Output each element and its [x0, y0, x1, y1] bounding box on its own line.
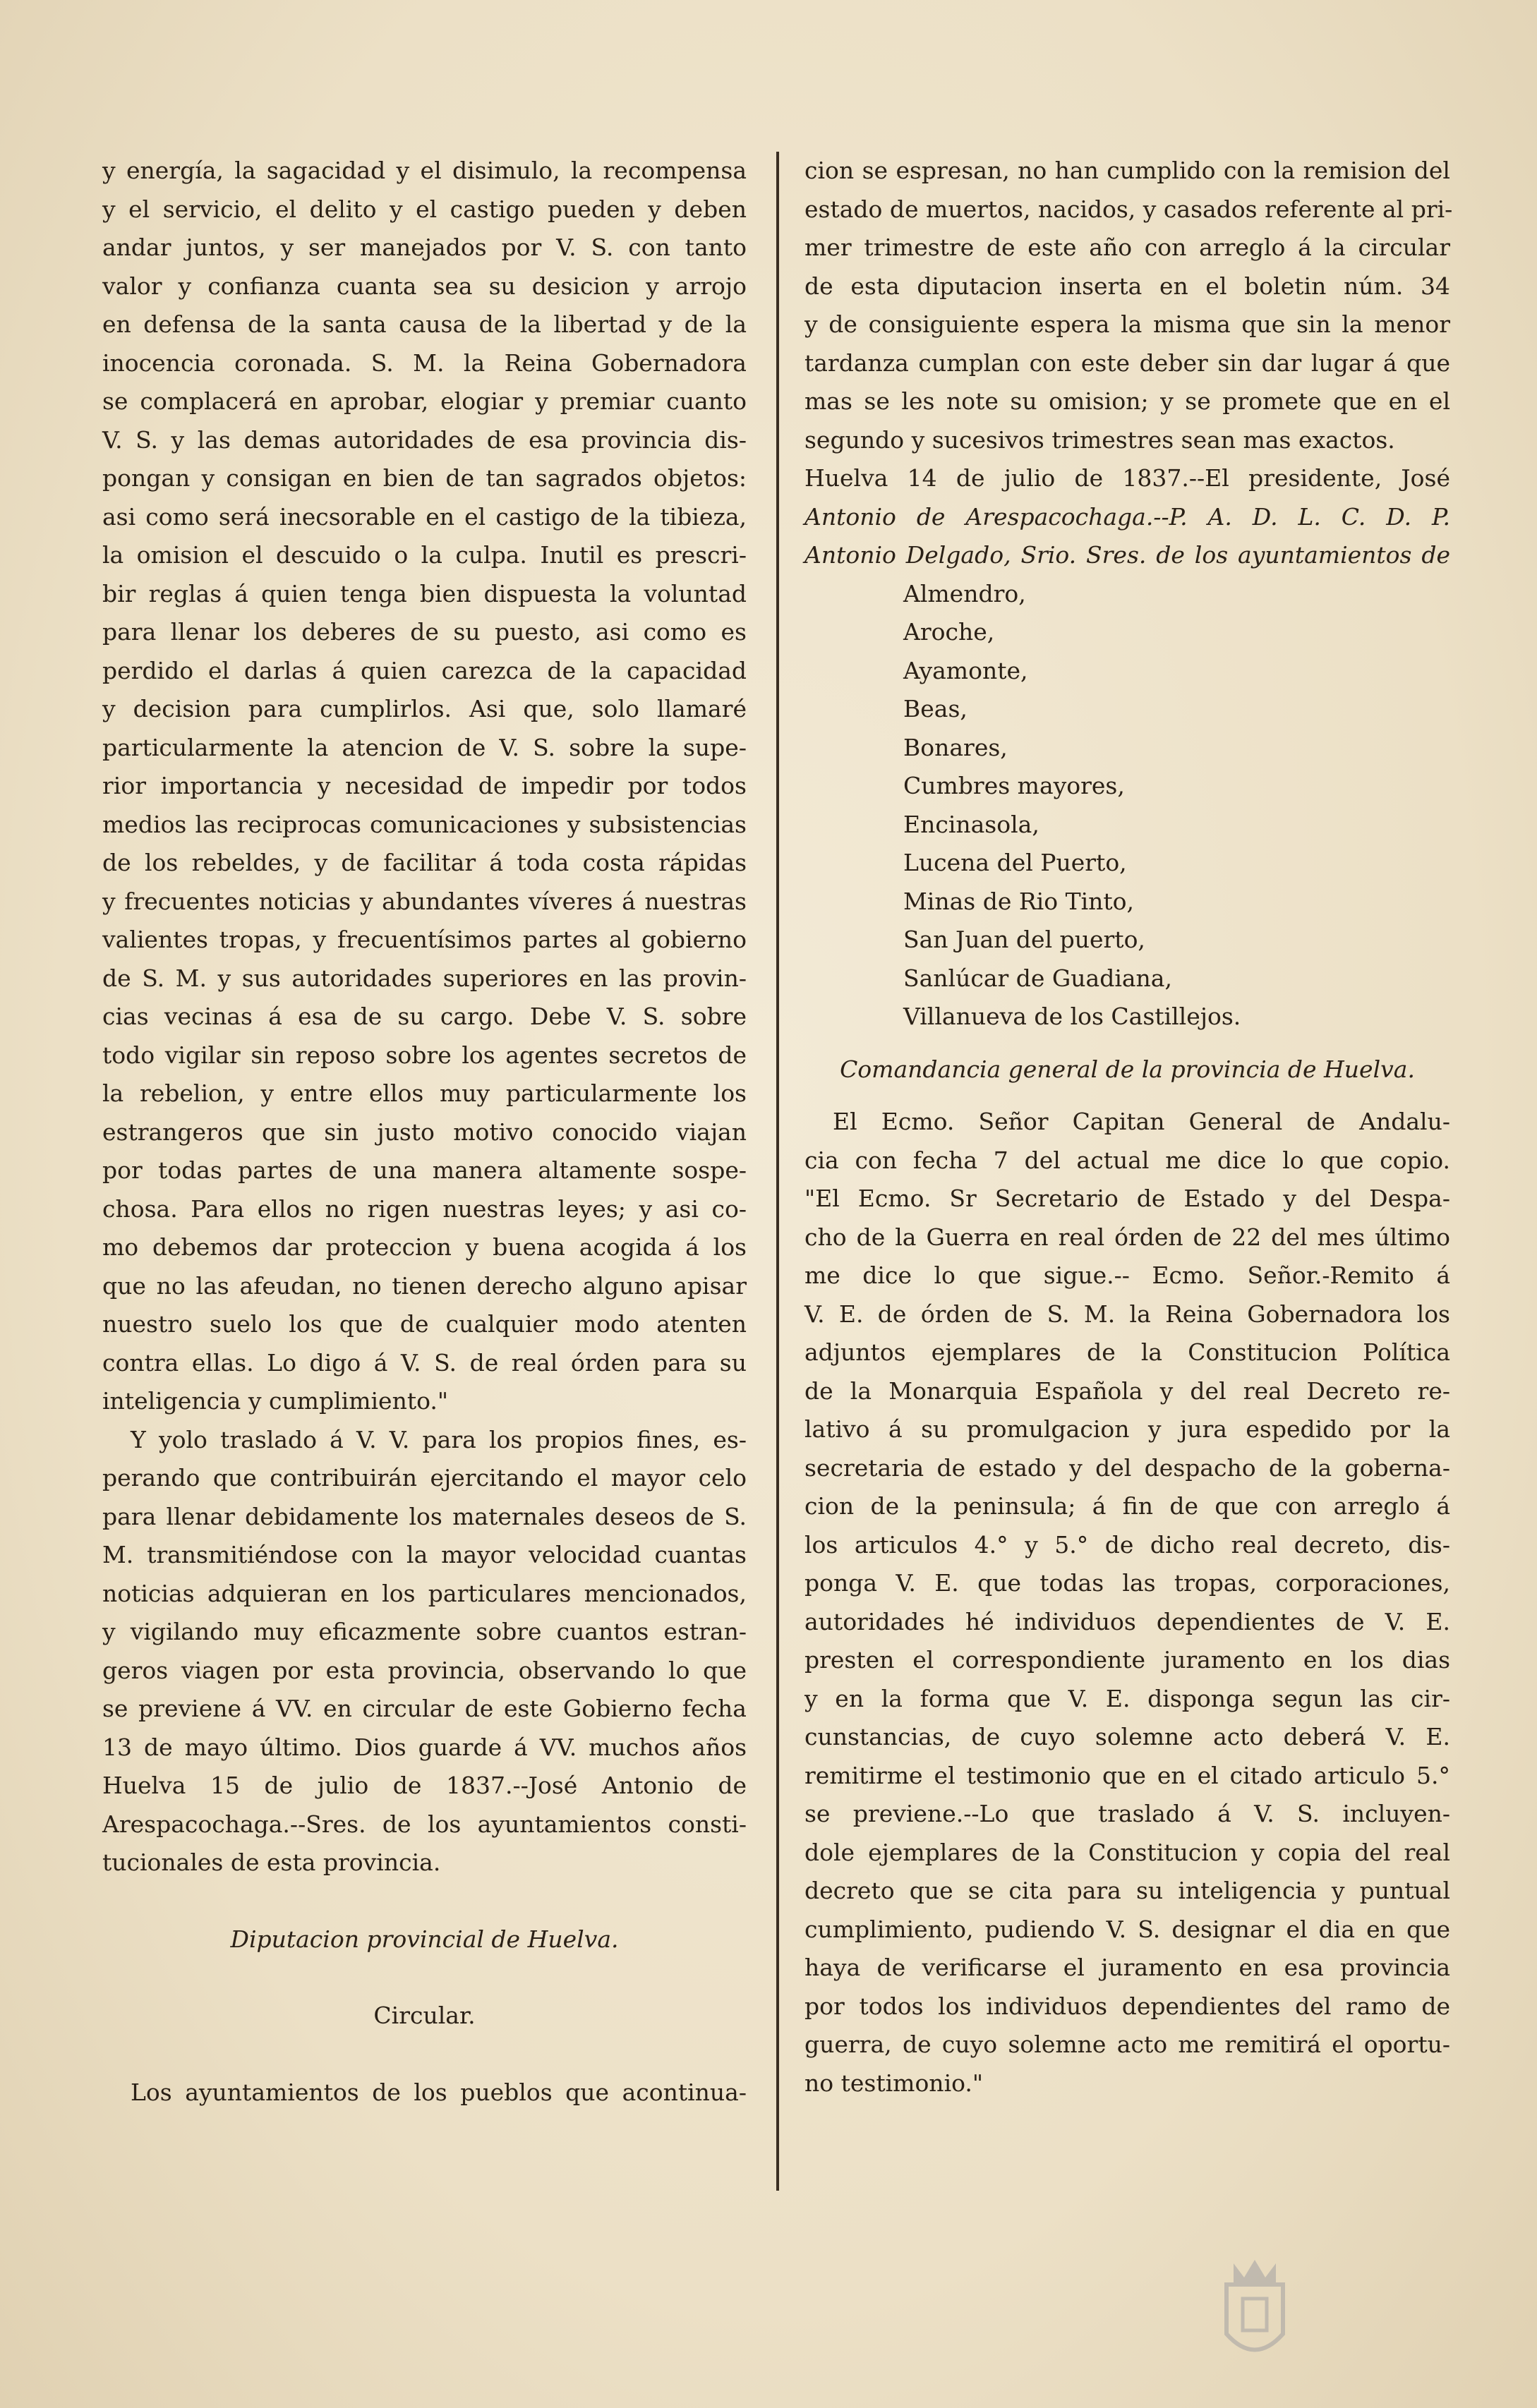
text-line: haya de verificarse el juramento en esa provincia [804, 1954, 1450, 1981]
text-line: y vigilando muy eficazmente sobre cuantos estran- [102, 1618, 747, 1645]
text-line: de la Monarquia Española y del real Decreto re- [804, 1377, 1450, 1405]
text-line: para llenar los deberes de su puesto, asi como es [102, 618, 747, 646]
text-line: particularmente la atencion de V. S. sobre la supe- [102, 733, 747, 761]
text-line: andar juntos, y ser manejados por V. S. con tanto [102, 234, 747, 261]
text-line: perdido el darlas á quien carezca de la capacidad [102, 656, 747, 684]
text-line: 13 de mayo último. Dios guarde á VV. muchos años [102, 1733, 747, 1761]
text-line: no testimonio." [804, 2069, 984, 2097]
column-divider [776, 152, 779, 2191]
text-line: cia con fecha 7 del actual me dice lo que copio. [804, 1146, 1450, 1174]
text-line: inteligencia y cumplimiento." [102, 1387, 449, 1415]
text-line: mas se les note su omision; y se promete que en el [804, 387, 1450, 415]
text-line: chosa. Para ellos no rigen nuestras leyes; y asi co- [102, 1194, 747, 1223]
text-line: tardanza cumplan con este deber sin dar lugar á que [804, 349, 1450, 377]
text-line: para llenar debidamente los maternales deseos de S. [102, 1502, 747, 1530]
text-line: estrangeros que sin justo motivo conocido viajan [102, 1118, 747, 1146]
town-list-item: Sanlúcar de Guadiana, [903, 964, 1172, 992]
text-line: adjuntos ejemplares de la Constitucion Política [804, 1338, 1450, 1366]
text-line: valor y confianza cuanta sea su desicion y arrojo [102, 272, 747, 300]
text-line: secretaria de estado y del despacho de la goberna- [804, 1453, 1450, 1482]
text-line: y de consiguiente espera la misma que sin la menor [804, 310, 1450, 338]
heading-diputacion: Diputacion provincial de Huelva. [230, 1925, 619, 1953]
text-line: que no las afeudan, no tienen derecho alguno apisar [102, 1271, 747, 1300]
town-list-item: Almendro, [903, 579, 1026, 607]
text-line: y decision para cumplirlos. Asi que, solo llamaré [102, 695, 747, 722]
text-line: mo debemos dar proteccion y buena acogida á los [102, 1233, 747, 1261]
text-line: por todas partes de una manera altamente sospe- [102, 1156, 747, 1184]
text-line: me dice lo que sigue.-- Ecmo. Señor.-Remito á [804, 1262, 1450, 1289]
text-line: tucionales de esta provincia. [102, 1849, 441, 1876]
text-line: Huelva 14 de julio de 1837.--El presidente, José [804, 464, 1450, 492]
text-line: decreto que se cita para su inteligencia y puntual [804, 1877, 1450, 1904]
text-line: se previene á VV. en circular de este Gobierno fecha [102, 1695, 747, 1722]
text-line: Y yolo traslado á V. V. para los propios fines, es- [131, 1425, 747, 1453]
text-line: asi como será inecsorable en el castigo de la tibieza, [102, 502, 747, 531]
text-line: M. transmitiéndose con la mayor velocidad cuantas [102, 1541, 747, 1568]
town-list-item: Beas, [903, 695, 968, 722]
text-line: mer trimestre de este año con arreglo á la circular [804, 234, 1450, 261]
text-line: la omision el descuido o la culpa. Inutil es prescri- [102, 541, 747, 569]
text-line: ponga V. E. que todas las tropas, corporaciones, [804, 1569, 1450, 1597]
town-list-item: Minas de Rio Tinto, [903, 887, 1135, 915]
text-line: y frecuentes noticias y abundantes víveres á nuestras [102, 887, 747, 915]
text-line: autoridades hé individuos dependientes de V. E. [804, 1607, 1450, 1635]
heading-comandancia: Comandancia general de la provincia de Huelva. [840, 1055, 1415, 1083]
text-line: El Ecmo. Señor Capitan General de Andalu- [833, 1108, 1450, 1135]
text-line: de los rebeldes, y de facilitar á toda costa rápidas [102, 849, 747, 876]
town-list-item: Cumbres mayores, [903, 772, 1125, 799]
text-line: cion se espresan, no han cumplido con la remision del [804, 157, 1450, 184]
text-line: rior importancia y necesidad de impedir por todos [102, 772, 747, 799]
text-line: segundo y sucesivos trimestres sean mas exactos. [804, 425, 1395, 454]
text-line: Huelva 15 de julio de 1837.--José Antonio de [102, 1772, 747, 1799]
text-line: la rebelion, y entre ellos muy particularmente los [102, 1079, 747, 1107]
text-line: cias vecinas á esa de su cargo. Debe V. S. sobre [102, 1003, 747, 1030]
text-line: por todos los individuos dependientes del ramo de [804, 1992, 1450, 2020]
text-line: medios las reciprocas comunicaciones y subsistencias [102, 810, 747, 838]
text-line: y en la forma que V. E. disponga segun las cir- [804, 1684, 1450, 1712]
town-list-item: Bonares, [903, 733, 1008, 761]
text-line: contra ellas. Lo digo á V. S. de real órden para su [102, 1348, 747, 1377]
text-line: de S. M. y sus autoridades superiores en las provin- [102, 964, 747, 992]
text-line: "El Ecmo. Sr Secretario de Estado y del Despa- [804, 1185, 1450, 1212]
text-line: remitirme el testimonio que en el citado articulo 5.° [804, 1761, 1450, 1789]
heading-circular: Circular. [373, 2002, 476, 2029]
text-line: Arespacochaga.--Sres. de los ayuntamientos consti- [102, 1810, 747, 1838]
text-line: se complacerá en aprobar, elogiar y premiar cuanto [102, 387, 747, 415]
text-line: en defensa de la santa causa de la libertad y de la [102, 310, 747, 338]
text-line: cumplimiento, pudiendo V. S. designar el dia en que [804, 1915, 1450, 1943]
crest-icon [1216, 2249, 1294, 2369]
text-line: valientes tropas, y frecuentísimos partes al gobierno [102, 926, 747, 953]
text-line: pongan y consigan en bien de tan sagrados objetos: [102, 464, 747, 492]
text-line: Los ayuntamientos de los pueblos que acontinua- [131, 2078, 747, 2106]
text-line: y el servicio, el delito y el castigo pueden y deben [102, 195, 747, 223]
text-line: de esta diputacion inserta en el boletin núm. 34 [804, 272, 1450, 300]
text-line: y energía, la sagacidad y el disimulo, la recompensa [102, 157, 747, 184]
text-line: guerra, de cuyo solemne acto me remitirá el oportu- [804, 2031, 1450, 2058]
town-list-item: Aroche, [903, 618, 995, 646]
text-line: nuestro suelo los que de cualquier modo atenten [102, 1310, 747, 1338]
text-line: lativo á su promulgacion y jura espedido por la [804, 1415, 1450, 1443]
town-list-item: Villanueva de los Castillejos. [903, 1003, 1241, 1030]
town-list-item: Lucena del Puerto, [903, 849, 1127, 876]
left-column [102, 152, 747, 2112]
text-line: geros viagen por esta provincia, observando lo que [102, 1656, 747, 1684]
town-list-item: Ayamonte, [903, 656, 1028, 684]
text-line: se previene.--Lo que traslado á V. S. incluyen- [804, 1800, 1450, 1827]
text-line: Antonio Delgado, Srio. Sres. de los ayuntamientos de [804, 541, 1450, 569]
text-line: cho de la Guerra en real órden de 22 del mes último [804, 1223, 1450, 1251]
text-line: los articulos 4.° y 5.° de dicho real decreto, dis- [804, 1530, 1450, 1559]
text-line: noticias adquieran en los particulares mencionados, [102, 1579, 747, 1607]
text-line: cunstancias, de cuyo solemne acto deberá V. E. [804, 1723, 1450, 1750]
text-line: perando que contribuirán ejercitando el mayor celo [102, 1464, 747, 1492]
text-line: Antonio de Arespacochaga.--P. A. D. L. C. D. P. [804, 502, 1450, 531]
text-line: estado de muertos, nacidos, y casados referente al pri- [804, 195, 1453, 223]
text-line: V. S. y las demas autoridades de esa provincia dis- [102, 425, 747, 454]
text-line: cion de la peninsula; á fin de que con arreglo á [804, 1492, 1450, 1520]
text-line: bir reglas á quien tenga bien dispuesta la voluntad [102, 579, 747, 607]
right-column [804, 152, 1453, 2103]
text-line: presten el correspondiente juramento en los dias [804, 1646, 1450, 1674]
town-list-item: San Juan del puerto, [903, 926, 1145, 953]
text-line: dole ejemplares de la Constitucion y copia del real [804, 1838, 1450, 1866]
text-line: V. E. de órden de S. M. la Reina Gobernadora los [804, 1300, 1450, 1328]
text-line: todo vigilar sin reposo sobre los agentes secretos de [102, 1041, 747, 1069]
text-line: inocencia coronada. S. M. la Reina Gobernadora [102, 349, 747, 377]
town-list-item: Encinasola, [903, 810, 1039, 838]
